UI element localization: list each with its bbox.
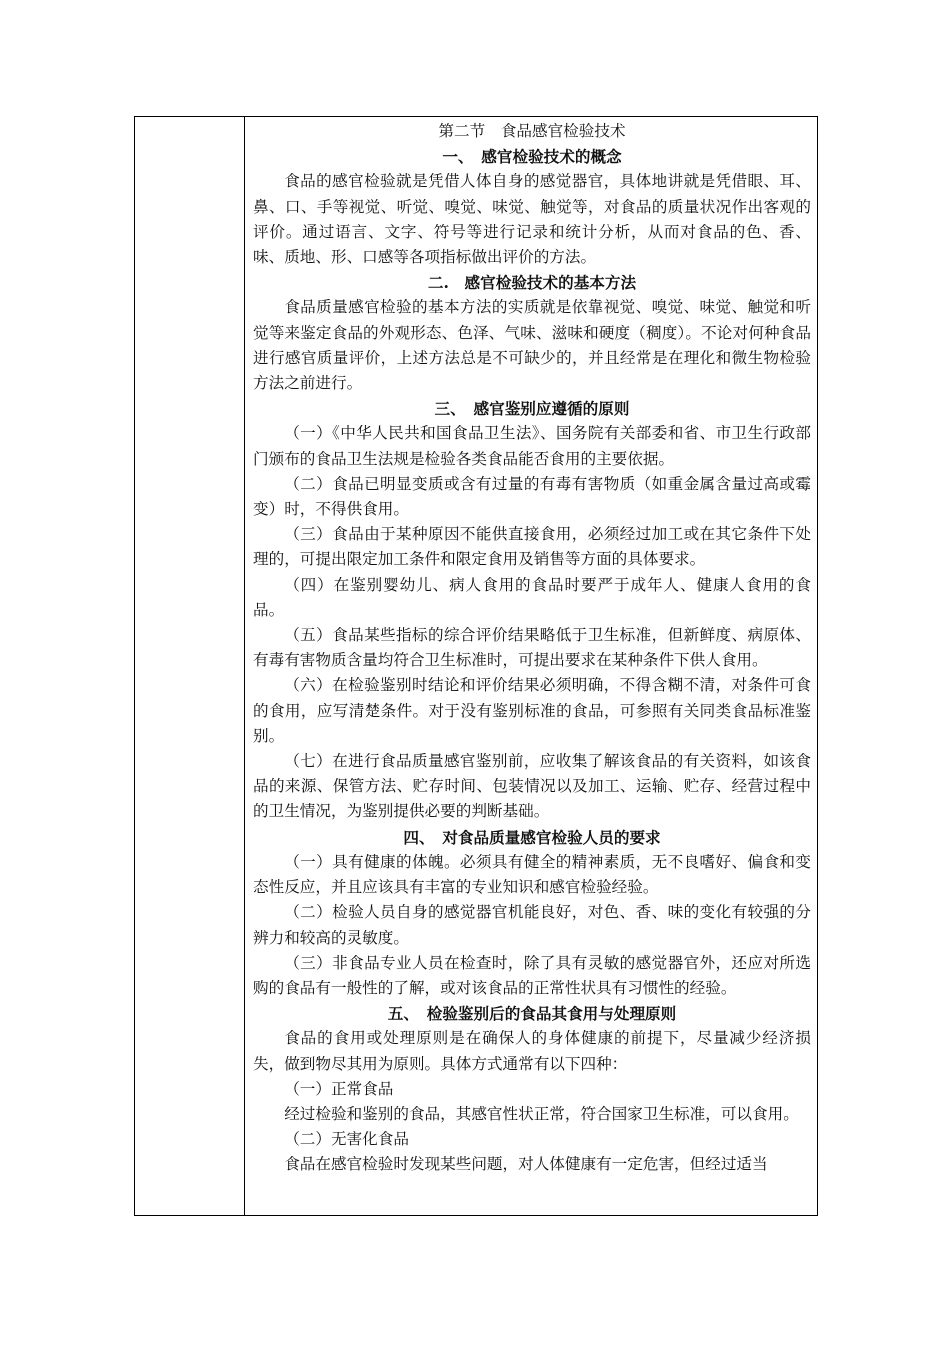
- content-blocks: [253, 144, 811, 1177]
- paragraph: （七）在进行食品质量感官鉴别前，应收集了解该食品的有关资料，如该食品的来源、保管方法、贮存时间、包装情况以及加工、运输、贮存、经营过程中的卫生情况，为鉴别提供必要的判断基础。: [253, 752, 811, 821]
- left-label-column: [135, 117, 245, 1215]
- paragraph: （二）无害化食品: [284, 1130, 409, 1149]
- paragraph: 经过检验和鉴别的食品，其感官性状正常，符合国家卫生标准，可以食用。: [284, 1104, 799, 1123]
- section-heading: 五、 检验鉴别后的食品其食用与处理原则: [387, 1004, 677, 1024]
- paragraph: 食品的感官检验就是凭借人体自身的感觉器官，具体地讲就是凭借眼、耳、鼻、口、手等视觉、听觉、嗅觉、味觉、触觉等，对食品的质量状况作出客观的评价。通过语言、文字、符号等进行记录和统计分析，从而对食品的色、香、味、质地、形、口感等各项指标做出评价的方法。: [253, 172, 811, 267]
- paragraph: （二）食品已明显变质或含有过量的有毒有害物质（如重金属含量过高或霉变）时，不得供食用。: [253, 474, 811, 519]
- paragraph: （五）食品某些指标的综合评价结果略低于卫生标准，但新鲜度、病原体、有毒有害物质含量均符合卫生标准时，可提出要求在某种条件下供人食用。: [253, 626, 811, 670]
- paragraph: （一）《中华人民共和国食品卫生法》、国务院有关部委和省、市卫生行政部门颁布的食品卫生法规是检验各类食品能否食用的主要依据。: [253, 424, 811, 468]
- section-heading: 一、 感官检验技术的概念: [442, 147, 622, 167]
- paragraph: 食品质量感官检验的基本方法的实质就是依靠视觉、嗅觉、味觉、触觉和听觉等来鉴定食品的外观形态、色泽、气味、滋味和硬度（稠度）。不论对何种食品进行感官质量评价，上述方法总是不可缺少的，并且经常是在理化和微生物检验方法之前进行。: [253, 298, 811, 393]
- section-heading: 三、 感官鉴别应遵循的原则: [434, 399, 630, 419]
- content-column: [245, 117, 817, 1215]
- paragraph: （三）非食品专业人员在检查时，除了具有灵敏的感觉器官外，还应对所选购的食品有一般性的了解，或对该食品的正常性状具有习惯性的经验。: [253, 953, 811, 997]
- paragraph: （二）检验人员自身的感觉器官机能良好，对色、香、味的变化有较强的分辨力和较高的灵敏度。: [253, 903, 811, 947]
- section-title: 第二节 食品感官检验技术: [438, 122, 626, 140]
- document-table: [134, 116, 818, 1216]
- paragraph: （一）具有健康的体魄。必须具有健全的精神素质，无不良嗜好、偏食和变态性反应，并且应该具有丰富的专业知识和感官检验经验。: [253, 852, 811, 897]
- paragraph: 食品在感官检验时发现某些问题，对人体健康有一定危害，但经过适当: [284, 1155, 768, 1174]
- section-heading: 二. 感官检验技术的基本方法: [427, 273, 637, 293]
- paragraph: （六）在检验鉴别时结论和评价结果必须明确，不得含糊不清，对条件可食的食用，应写清楚条件。对于没有鉴别标准的食品，可参照有关同类食品标准鉴别。: [253, 676, 811, 745]
- paragraph: 食品的食用或处理原则是在确保人的身体健康的前提下，尽量减少经济损失，做到物尽其用为原则。具体方式通常有以下四种：: [253, 1029, 811, 1073]
- paragraph: （四）在鉴别婴幼儿、病人食用的食品时要严于成年人、健康人食用的食品。: [253, 575, 811, 619]
- section-heading: 四、 对食品质量感官检验人员的要求: [403, 827, 661, 847]
- paragraph: （三）食品由于某种原因不能供直接食用，必须经过加工或在其它条件下处理的，可提出限定加工条件和限定食用及销售等方面的具体要求。: [253, 525, 811, 569]
- paragraph: （一）正常食品: [284, 1079, 394, 1098]
